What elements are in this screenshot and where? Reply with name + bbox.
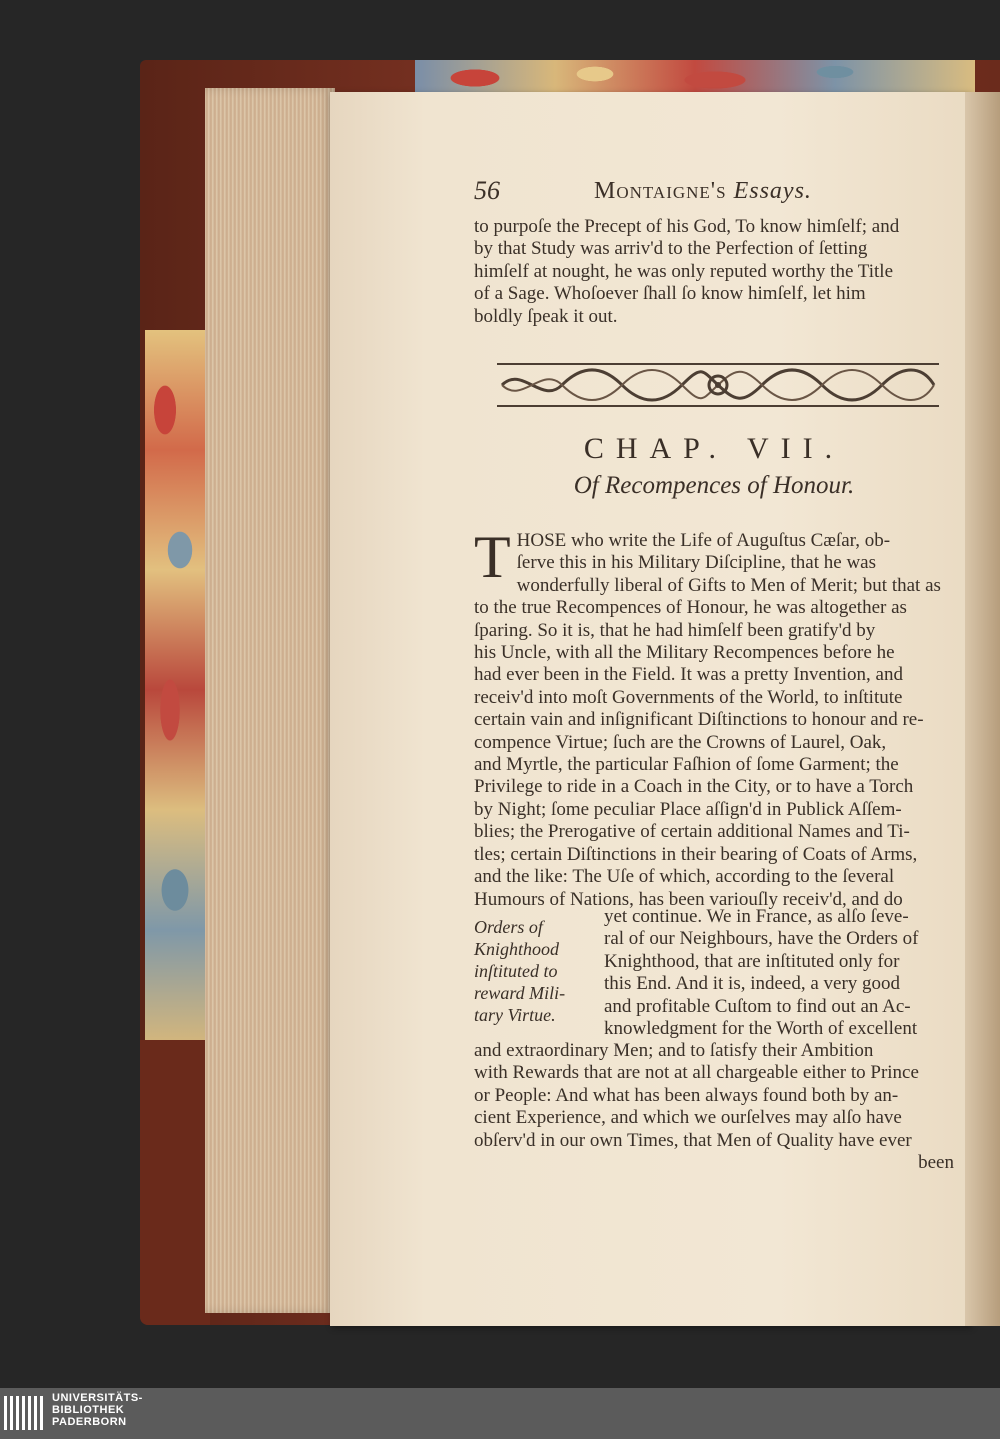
- text-line: with Rewards that are not at all chargeable either to Prince: [474, 1062, 919, 1084]
- chapter-title: CHAP. VII.: [583, 432, 845, 465]
- library-name-line: BIBLIOTHEK: [52, 1404, 125, 1416]
- opening-paragraph: [474, 216, 954, 328]
- margin-note-line: Knighthood: [474, 939, 560, 959]
- chapter-subtitle: Of Recompences of Honour.: [573, 472, 855, 499]
- page-edge: [965, 92, 1000, 1326]
- library-logo-icon: [4, 1394, 48, 1430]
- text-line: by Night; ſome peculiar Place aſſign'd in Publick Aſſem-: [474, 798, 902, 820]
- text-line: Privilege to ride in a Coach in the City, or to have a Torch: [474, 776, 914, 798]
- chapter-body: [474, 524, 954, 911]
- drop-cap: T: [474, 524, 511, 590]
- running-title-author: Montaigne's: [594, 178, 727, 204]
- margin-note-line: reward Mili-: [474, 983, 566, 1003]
- text-line: HOSE who write the Life of Auguſtus Cæſar, ob-: [516, 530, 891, 551]
- page-number: 56: [474, 176, 500, 205]
- text-line: to purpoſe the Precept of his God, To know himſelf; and: [474, 216, 900, 237]
- running-title-work: Essays.: [733, 178, 812, 204]
- margin-note-line: inſtituted to: [474, 961, 558, 981]
- running-head: [474, 176, 954, 214]
- text-line: and profitable Cuſtom to find out an Ac-: [604, 995, 911, 1017]
- text-line: cient Experience, and which we ourſelves may alſo have: [474, 1107, 902, 1129]
- margin-note: [474, 916, 594, 1026]
- marbled-endpaper-top: [415, 60, 975, 96]
- text-line: Knighthood, that are inſtituted only for: [604, 950, 900, 972]
- text-line: Humours of Nations, has been variouſly receiv'd, and do: [474, 888, 903, 910]
- margin-note-line: tary Virtue.: [474, 1005, 556, 1025]
- running-title: [594, 180, 812, 202]
- text-line: wonderfully liberal of Gifts to Men of Merit; but that as: [516, 574, 941, 596]
- decorative-headpiece: [497, 363, 939, 407]
- closing-body: [474, 1040, 954, 1152]
- text-line: and extraordinary Men; and to ſatisfy their Ambition: [474, 1040, 874, 1061]
- text-line: himſelf at nought, he was only reputed worthy the Title: [474, 260, 894, 282]
- library-name: [52, 1392, 143, 1428]
- indented-body: [604, 906, 954, 1040]
- text-line: by that Study was arriv'd to the Perfection of ſetting: [474, 238, 868, 260]
- text-line: and the like: The Uſe of which, according to the ſeveral: [474, 866, 895, 888]
- text-line: obſerv'd in our own Times, that Men of Quality have ever: [474, 1129, 912, 1151]
- margin-note-line: Orders of: [474, 917, 543, 937]
- scroll-ornament-icon: [497, 365, 939, 405]
- text-line: compence Virtue; ſuch are the Crowns of Laurel, Oak,: [474, 731, 887, 753]
- marbled-endpaper-left: [145, 330, 205, 1050]
- text-line: his Uncle, with all the Military Recompences before he: [474, 642, 895, 664]
- text-line: knowledgment for the Worth of excellent: [604, 1018, 918, 1040]
- library-name-line: PADERBORN: [52, 1416, 127, 1428]
- text-line: ſerve this in his Military Diſcipline, that he was: [516, 552, 877, 574]
- leather-corner: [140, 1040, 210, 1325]
- text-line: ſparing. So it is, that he had himſelf been gratify'd by: [474, 619, 876, 641]
- text-line: yet continue. We in France, as alſo ſeve-: [604, 906, 909, 927]
- library-name-line: UNIVERSITÄTS-: [52, 1392, 143, 1404]
- text-line: boldly ſpeak it out.: [474, 305, 618, 327]
- text-line: ral of our Neighbours, have the Orders of: [604, 928, 919, 950]
- library-footer: [0, 1388, 1000, 1439]
- text-line: blies; the Prerogative of certain additional Names and Ti-: [474, 821, 910, 843]
- text-line: to the true Recompences of Honour, he was altogether as: [474, 597, 907, 619]
- text-line: receiv'd into moſt Governments of the World, to inſtitute: [474, 686, 903, 708]
- text-line: of a Sage. Whoſoever ſhall ſo know himſelf, let him: [474, 283, 866, 305]
- text-line: or People: And what has been always found both by an-: [474, 1084, 899, 1106]
- text-line: had ever been in the Field. It was a pretty Invention, and: [474, 664, 903, 686]
- catchword: been: [918, 1152, 954, 1173]
- text-line: tles; certain Diſtinctions in their bearing of Coats of Arms,: [474, 843, 918, 865]
- text-line: certain vain and inſignificant Diſtinctions to honour and re-: [474, 709, 924, 731]
- text-line: this End. And it is, indeed, a very good: [604, 973, 901, 995]
- text-line: and Myrtle, the particular Faſhion of ſome Garment; the: [474, 754, 899, 776]
- page-stack: [205, 88, 335, 1313]
